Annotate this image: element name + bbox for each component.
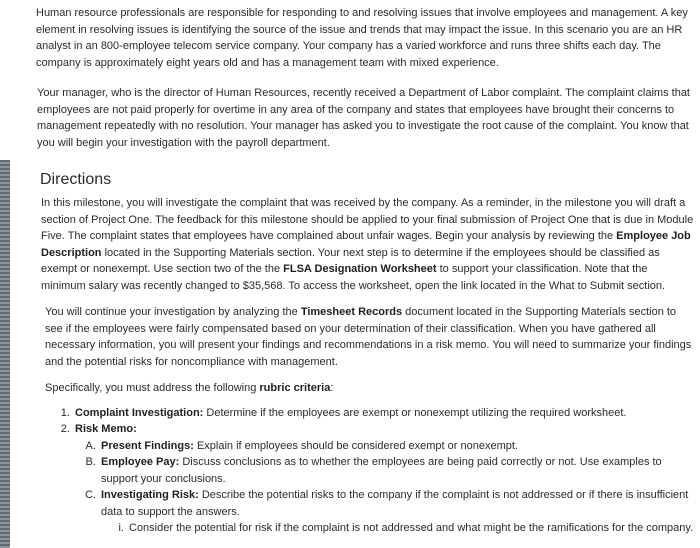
intro-section (36, 4, 696, 151)
directions-paragraph-3: Specifically, you must address the following rubric criteria: (45, 382, 334, 394)
rubric-subsubitem-risk-ramifications: i. Consider the potential for risk if the complaint is not addressed and what might be the ramifications for the company. (127, 520, 694, 537)
flsa-worksheet-ref: FLSA Designation Worksheet (283, 263, 437, 275)
intro-paragraph-1: Human resource professionals are responsible for responding to and resolving issues that involve employees and management. A key element in resolving issues is identifying the source of the issue and trends that may impact the issue. In this scenario you are an HR analyst in an 800-employee telecom service company. Your company has a varied workforce and runs three shifts each day. The company is approximately eight years old and has a management team with mixed experience. (36, 7, 688, 69)
risk-memo-sublist (75, 438, 694, 537)
rubric-item-complaint-investigation: 1. Complaint Investigation: Determine if the employees are exempt or nonexempt utilizing the required worksheet. (73, 405, 694, 422)
rubric-criteria-ref: rubric criteria (259, 382, 331, 394)
directions-paragraph-2: You will continue your investigation by analyzing the Timesheet Records document located in the Supporting Materials section to see if the employees were fairly compensated based on your determination of their classification. When you have gathered all necessary information, you will present your findings and recommendations in a risk memo. You will need to summarize your findings and the potential risks for noncompliance with management. (45, 306, 692, 368)
investigating-risk-sublist (101, 520, 694, 537)
rubric-subitem-employee-pay: B. Employee Pay: Discuss conclusions as to whether the employees are being paid correctly or not. Use examples to support your conclusions. (99, 454, 694, 487)
directions-section (40, 170, 694, 537)
rubric-subitem-present-findings: A. Present Findings: Explain if employees should be considered exempt or nonexempt. (99, 438, 694, 455)
left-edge-stripe (0, 160, 10, 548)
directions-heading: Directions (40, 171, 112, 188)
directions-paragraph-1: In this milestone, you will investigate the complaint that was received by the company. As a reminder, in the milestone you will draft a section of Project One. The feedback for this milestone should be applied to your final submission of Project One that is due in Module Five. The complaint states that employees have complained about unfair wages. Begin your analysis by reviewing the Employee Job Description located in the Supporting Materials section. Your next step is to determine if the employees should be classified as exempt or nonexempt. Use section two of the the FLSA Designation Worksheet to support your classification. Note that the minimum salary was recently changed to $35,568. To access the worksheet, open the link located in the What to Submit section. (41, 197, 694, 292)
timesheet-records-ref: Timesheet Records (300, 306, 403, 318)
rubric-item-risk-memo: 2. Risk Memo: A. Present Findings: Explain if employees should be considered exempt or nonexempt. B. Employee Pay: Discuss conclusions as to whether the employees are being paid correctly or not. Use examples to support your conclusions. C. Investigating Risk: Describe the potential risks to the company if the complaint is not addressed or if there is insufficient data to support the answers. i. Consider the potential for risk if the complaint is not addressed and what might be the ramifications for the company. (73, 421, 694, 537)
employee-job-description-ref: Employee Job Description (41, 230, 691, 259)
rubric-subitem-investigating-risk: C. Investigating Risk: Describe the potential risks to the company if the complaint is not addressed or if there is insufficient data to support the answers. i. Consider the potential for risk if the complaint is not addressed and what might be the ramifications for the company. (99, 487, 694, 537)
intro-paragraph-2: Your manager, who is the director of Human Resources, recently received a Department of Labor complaint. The complaint claims that employees are not paid properly for overtime in any area of the company and states that employees have brought their concerns to management repeatedly with no resolution. Your manager has asked you to investigate the root cause of the complaint. You know that you will begin your investigation with the payroll department. (37, 87, 690, 149)
rubric-list (40, 405, 694, 537)
